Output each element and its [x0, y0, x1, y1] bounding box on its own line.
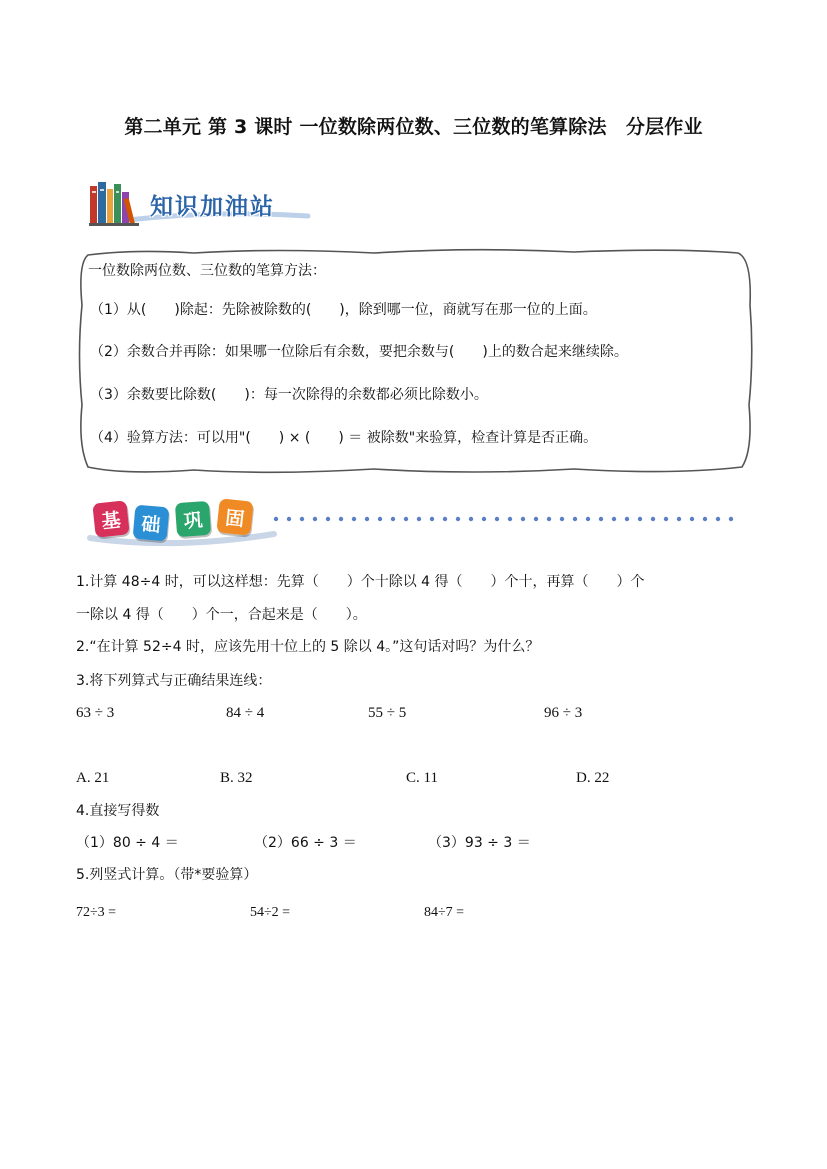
divider-dot [313, 517, 317, 521]
method-step-3: （3）余数要比除数( )：每一次除得的余数都必须比除数小。 [90, 387, 488, 403]
divider-dot [456, 517, 460, 521]
q3-expression-1: 63 ÷ 3 [76, 705, 115, 721]
question-2: 2.“在计算 52÷4 时，应该先用十位上的 5 除以 4。”这句话对吗？为什么？ [76, 639, 540, 655]
divider-dot [404, 517, 408, 521]
divider-dot [521, 517, 525, 521]
q5-item-1: 72÷3 = [76, 905, 117, 920]
divider-dot [508, 517, 512, 521]
q3-answer-d: D. 22 [576, 770, 610, 786]
method-step-2: （2）余数合并再除：如果哪一位除后有余数，要把余数与( )上的数合起来继续除。 [90, 344, 628, 360]
divider-dot [612, 517, 616, 521]
divider-dot [339, 517, 343, 521]
banner-tile-4: 固 [216, 498, 253, 535]
question-5: 5.列竖式计算。（带*要验算） [76, 867, 258, 883]
q3-expression-4: 96 ÷ 3 [544, 705, 583, 721]
q3-answer-a: A. 21 [76, 770, 110, 786]
divider-dot [287, 517, 291, 521]
question-3: 3.将下列算式与正确结果连线： [76, 673, 272, 689]
question-1-line-2: 一除以 4 得（ ）个一，合起来是（ ）。 [76, 607, 367, 623]
divider-dot [547, 517, 551, 521]
divider-dot [573, 517, 577, 521]
divider-dot [417, 517, 421, 521]
divider-dot [495, 517, 499, 521]
divider-dot [586, 517, 590, 521]
q5-item-3: 84÷7 = [424, 905, 465, 920]
q4-item-3: （3）93 ÷ 3 ＝ [428, 835, 531, 851]
divider-dot [664, 517, 668, 521]
page-title: 第二单元 第 3 课时 一位数除两位数、三位数的笔算除法 分层作业 [124, 116, 703, 138]
divider-dot [443, 517, 447, 521]
divider-dot [690, 517, 694, 521]
divider-dot [274, 517, 278, 521]
q4-item-1: （1）80 ÷ 4 ＝ [76, 835, 179, 851]
divider-dot [391, 517, 395, 521]
divider-dot [326, 517, 330, 521]
divider-dot [651, 517, 655, 521]
divider-dot [560, 517, 564, 521]
method-heading: 一位数除两位数、三位数的笔算方法： [88, 263, 326, 279]
divider-dot [638, 517, 642, 521]
divider-dot [300, 517, 304, 521]
dotted-divider [272, 514, 742, 524]
divider-dot [534, 517, 538, 521]
q3-answer-c: C. 11 [406, 770, 438, 786]
knowledge-banner-title: 知识加油站 [150, 194, 275, 220]
divider-dot [469, 517, 473, 521]
divider-dot [378, 517, 382, 521]
divider-dot [677, 517, 681, 521]
banner-tile-1: 基 [92, 500, 129, 537]
divider-dot [716, 517, 720, 521]
divider-dot [365, 517, 369, 521]
method-step-1: （1）从( )除起：先除被除数的( )，除到哪一位，商就写在那一位的上面。 [90, 302, 597, 318]
divider-dot [482, 517, 486, 521]
divider-dot [729, 517, 733, 521]
question-1-line-1: 1.计算 48÷4 时，可以这样想：先算（ ）个十除以 4 得（ ）个十，再算（ ）个 [76, 574, 645, 590]
divider-dot [703, 517, 707, 521]
divider-dot [625, 517, 629, 521]
divider-dot [430, 517, 434, 521]
question-4: 4.直接写得数 [76, 803, 160, 819]
q3-answer-b: B. 32 [220, 770, 253, 786]
q5-item-2: 54÷2 = [250, 905, 291, 920]
banner-tile-3: 巩 [175, 501, 211, 537]
q4-item-2: （2）66 ÷ 3 ＝ [254, 835, 357, 851]
divider-dot [352, 517, 356, 521]
method-step-4: （4）验算方法：可以用"( ) × ( ) ＝ 被除数"来验算，检查计算是否正确。 [90, 430, 598, 446]
banner-tile-2: 础 [133, 505, 170, 542]
q3-expression-3: 55 ÷ 5 [368, 705, 407, 721]
q3-expression-2: 84 ÷ 4 [226, 705, 265, 721]
divider-dot [599, 517, 603, 521]
